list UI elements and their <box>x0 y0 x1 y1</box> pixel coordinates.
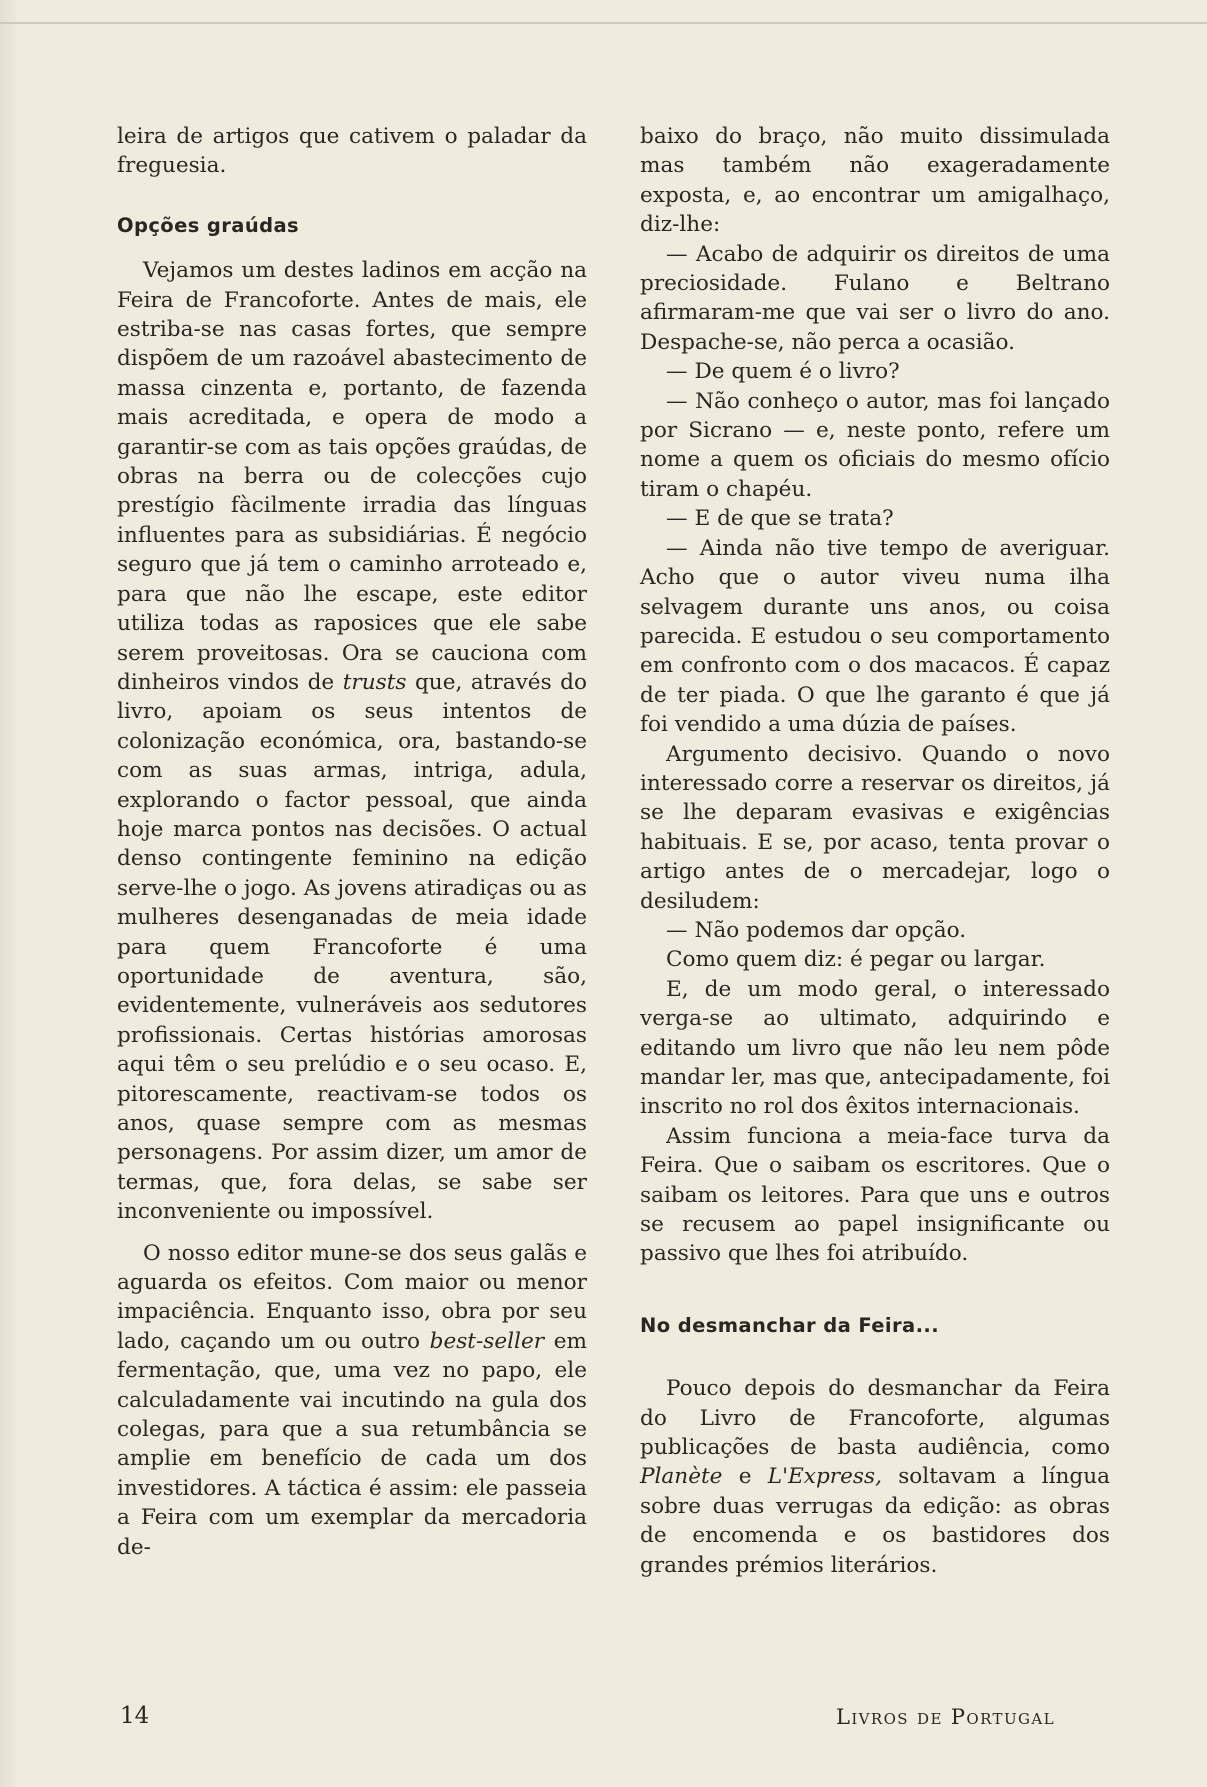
running-footer-publication: Livros de Portugal <box>836 1705 1055 1729</box>
paragraph: E, de um modo geral, o interessado verga-se ao ultimato, adquirindo e editando um livro que não leu nem pôde mandar ler, mas que, antecipadamente, foi inscrito no rol dos êxitos internacionais. <box>640 976 1110 1120</box>
right-column <box>640 122 1110 1580</box>
paragraph-continuation: baixo do braço, não muito dissimulada mas também não exageradamente exposta, e, ao encontrar um amigalhaço, diz-lhe: <box>640 124 1110 238</box>
paragraph-text: O nosso editor mune-se dos seus galãs e aguarda os efeitos. Com maior ou menor impaciência. Enquanto isso, obra por seu lado, caçando um ou outro <box>117 1240 587 1354</box>
page-top-edge <box>0 22 1207 24</box>
dialogue-line: — De quem é o livro? <box>666 359 900 385</box>
paragraph: Como quem diz: é pegar ou largar. <box>666 947 1046 973</box>
paragraph-text: Pouco depois do desmanchar da Feira do Livro de Francoforte, algumas publicações de basta audiência, como <box>640 1376 1110 1461</box>
page-number: 14 <box>120 1703 150 1729</box>
page-edge-shadow <box>0 0 18 1787</box>
paragraph-continuation: leira de artigos que cativem o paladar da freguesia. <box>117 124 587 179</box>
paragraph-text: soltavam a língua sobre duas verrugas da edição: as obras de encomenda e os bastidores dos grandes prémios literários. <box>640 1464 1110 1578</box>
paragraph-text: em fermentação, que, uma vez no papo, ele calculadamente vai incutindo na gula dos colegas, para que a sua retumbância se amplie em benefício de cada um dos investidores. A táctica é assim: ele passeia a Feira com um exemplar da mercadoria de- <box>117 1328 587 1560</box>
paragraph <box>117 256 587 1226</box>
section-heading-opcoes-graudas: Opções graúdas <box>117 213 300 237</box>
dialogue-line: — E de que se trata? <box>666 506 894 532</box>
section-heading-desmanchar: No desmanchar da Feira... <box>640 1313 940 1337</box>
paragraph <box>640 1374 1110 1580</box>
left-column <box>117 122 587 1562</box>
paragraph-text: e <box>738 1464 752 1490</box>
italic-title-planete: Planète <box>640 1464 723 1490</box>
paragraph-text: que, através do livro, apoiam os seus intentos de colonização económica, ora, bastando-se com as suas armas, intriga, adula, explorando o factor pessoal, que ainda hoje marca pontos nas decisões. O actual denso contingente feminino na edição serve-lhe o jogo. As jovens atiradiças ou as mulheres desenganadas de meia idade para quem Francoforte é uma oportunidade de aventura, são, evidentemente, vulneráveis aos sedutores profissionais. Certas histórias amorosas aqui têm o seu prelúdio e o seu ocaso. E, pitorescamente, reactivam-se todos os anos, quase sempre com as mesmas personagens. Por assim dizer, um amor de termas, que, fora delas, se sabe ser inconveniente ou impossível. <box>117 669 587 1225</box>
italic-term-trusts: trusts <box>342 669 407 695</box>
dialogue-line: — Não conheço o autor, mas foi lançado por Sicrano — e, neste ponto, refere um nome a quem os oficiais do mesmo ofício tiram o chapéu. <box>640 388 1110 502</box>
paragraph: Assim funciona a meia-face turva da Feira. Que o saibam os escritores. Que o saibam os leitores. Para que uns e outros se recusem ao papel insignificante ou passivo que lhes foi atribuído. <box>640 1123 1110 1267</box>
paragraph-text: Vejamos um destes ladinos em acção na Feira de Francoforte. Antes de mais, ele estriba-se nas casas fortes, que sempre dispõem de um razoável abastecimento de massa cinzenta e, portanto, de fazenda mais acreditada, e opera de modo a garantir-se com as tais opções graúdas, de obras na berra ou de colecções cujo prestígio fàcilmente irradia das línguas influentes para as subsidiárias. É negócio seguro que já tem o caminho arroteado e, para que não lhe escape, este editor utiliza todas as raposices que ele sabe serem proveitosas. Ora se cauciona com dinheiros vindos de <box>117 258 587 695</box>
dialogue-line: — Não podemos dar opção. <box>666 917 967 943</box>
dialogue-line: — Acabo de adquirir os direitos de uma preciosidade. Fulano e Beltrano afirmaram-me que vai ser o livro do ano. Despache-se, não perca a ocasião. <box>640 241 1110 355</box>
paragraph <box>117 1239 587 1562</box>
italic-term-best-seller: best-seller <box>429 1328 545 1354</box>
italic-title-lexpress: L'Express, <box>767 1464 882 1490</box>
paragraph: Argumento decisivo. Quando o novo interessado corre a reservar os direitos, já se lhe deparam evasivas e exigências habituais. E se, por acaso, tenta provar o artigo antes de o mercadejar, logo o desiludem: <box>640 741 1110 914</box>
dialogue-line: — Ainda não tive tempo de averiguar. Acho que o autor viveu numa ilha selvagem durante uns anos, ou coisa parecida. E estudou o seu comportamento em confronto com o dos macacos. É capaz de ter piada. O que lhe garanto é que já foi vendido a uma dúzia de países. <box>640 535 1110 738</box>
